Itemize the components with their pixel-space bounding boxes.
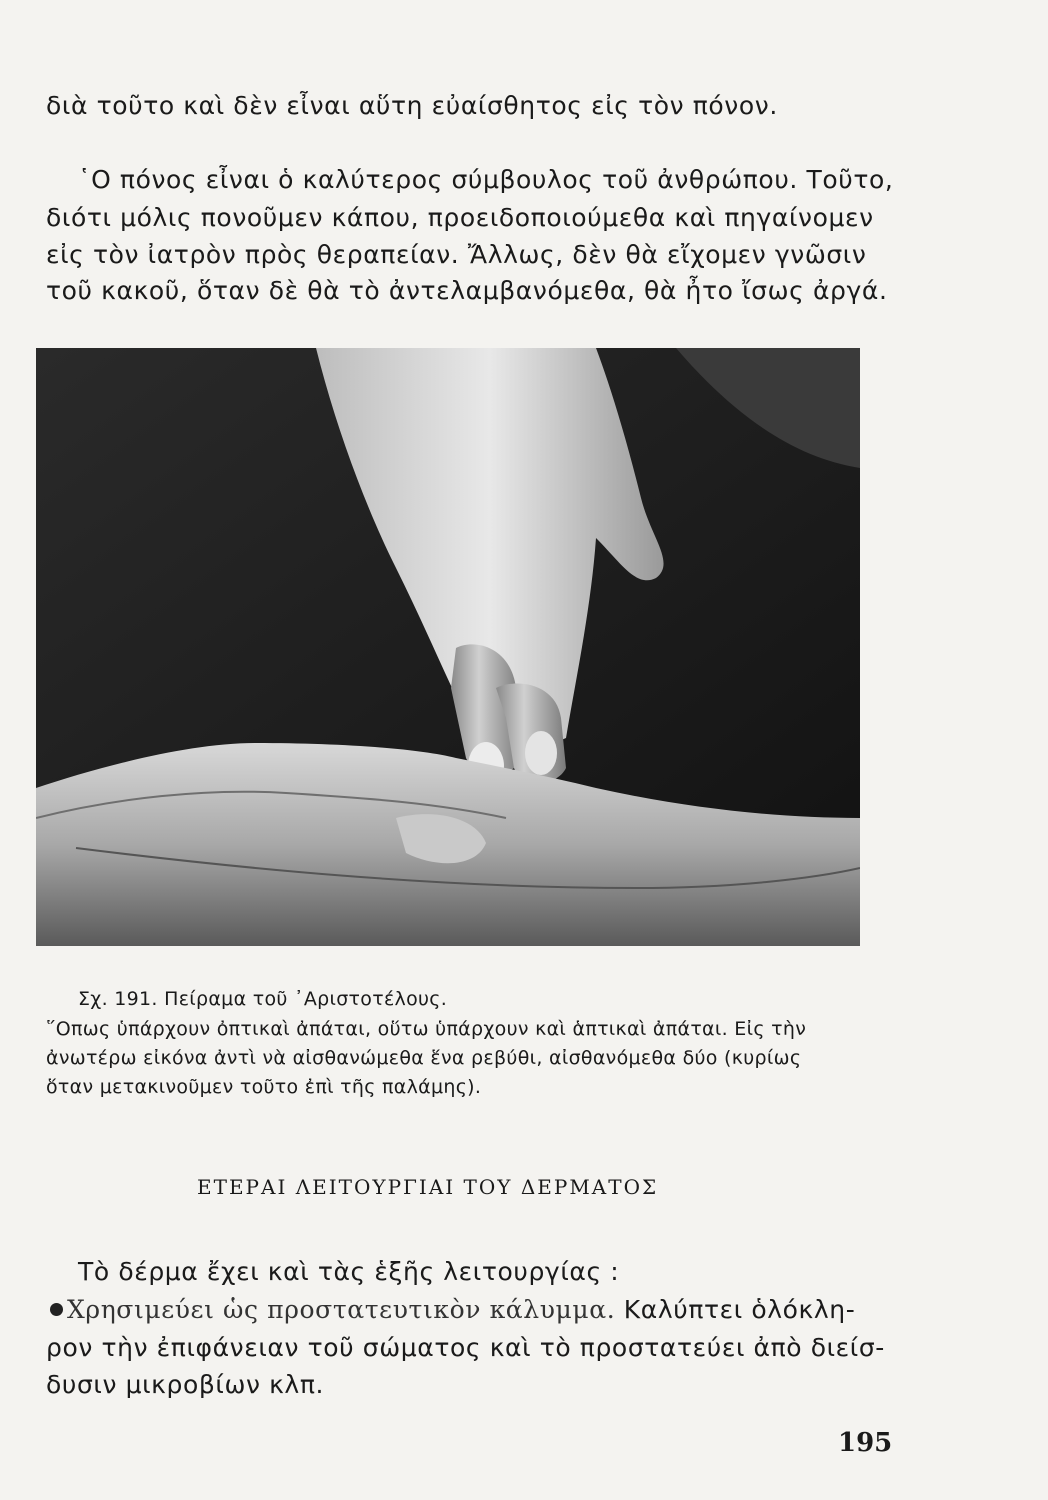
paragraph-2-line-1: ῾Ο πόνος εἶναι ὁ καλύτερος σύμβουλος τοῦ ἀνθρώπου. Τοῦτο, — [78, 165, 894, 194]
paragraph-2-line-4: τοῦ κακοῦ, ὅταν δὲ θὰ τὸ ἀντελαμβανόμεθα, θὰ ἦτο ἴσως ἀργά. — [46, 276, 888, 305]
photo-hand-crossed-fingers-on-palm-icon — [36, 348, 860, 946]
figure-caption-title: Σχ. 191. Πείραμα τοῦ ᾿Αριστοτέλους. — [78, 988, 448, 1010]
paragraph-3-line-3: ρον τὴν ἐπιφάνειαν τοῦ σώματος καὶ τὸ προστατεύει ἀπὸ διείσ- — [46, 1333, 885, 1362]
page-number: 195 — [838, 1428, 893, 1458]
figure-caption-line-1: ῞Οπως ὑπάρχουν ὀπτικαὶ ἀπάται, οὕτω ὑπάρχουν καὶ ἁπτικαὶ ἀπάται. Εἰς τὴν — [46, 1018, 807, 1040]
paragraph-3-line-2-rest: Καλύπτει ὁλόκλη- — [615, 1295, 856, 1324]
paragraph-3-line-1: Τὸ δέρμα ἔχει καὶ τὰς ἑξῆς λειτουργίας : — [78, 1257, 620, 1286]
paragraph-2-line-3: εἰς τὸν ἰατρὸν πρὸς θεραπείαν. Ἄλλως, δὲν θὰ εἴχομεν γνῶσιν — [46, 240, 867, 269]
paragraph-2-line-2: διότι μόλις πονοῦμεν κάπου, προειδοποιούμεθα καὶ πηγαίνομεν — [46, 203, 874, 232]
section-heading: ΕΤΕΡΑΙ ΛΕΙΤΟΥΡΓΙΑΙ ΤΟΥ ΔΕΡΜΑΤΟΣ — [197, 1175, 659, 1199]
bullet-icon — [50, 1303, 63, 1316]
text-line-1: διὰ τοῦτο καὶ δὲν εἶναι αὕτη εὐαίσθητος εἰς τὸν πόνον. — [46, 91, 778, 120]
figure-caption-line-3: ὅταν μετακινοῦμεν τοῦτο ἐπὶ τῆς παλάμης). — [46, 1076, 482, 1098]
paragraph-3-line-4: δυσιν μικροβίων κλπ. — [46, 1370, 325, 1399]
figure-caption-line-2: ἀνωτέρω εἰκόνα ἀντὶ νὰ αἰσθανώμεθα ἕνα ρεβύθι, αἰσθανόμεθα δύο (κυρίως — [46, 1047, 802, 1069]
emphasized-phrase: Χρησιμεύει ὡς προστατευτικὸν κάλυμμα. — [67, 1295, 616, 1324]
figure-photo — [36, 348, 860, 946]
